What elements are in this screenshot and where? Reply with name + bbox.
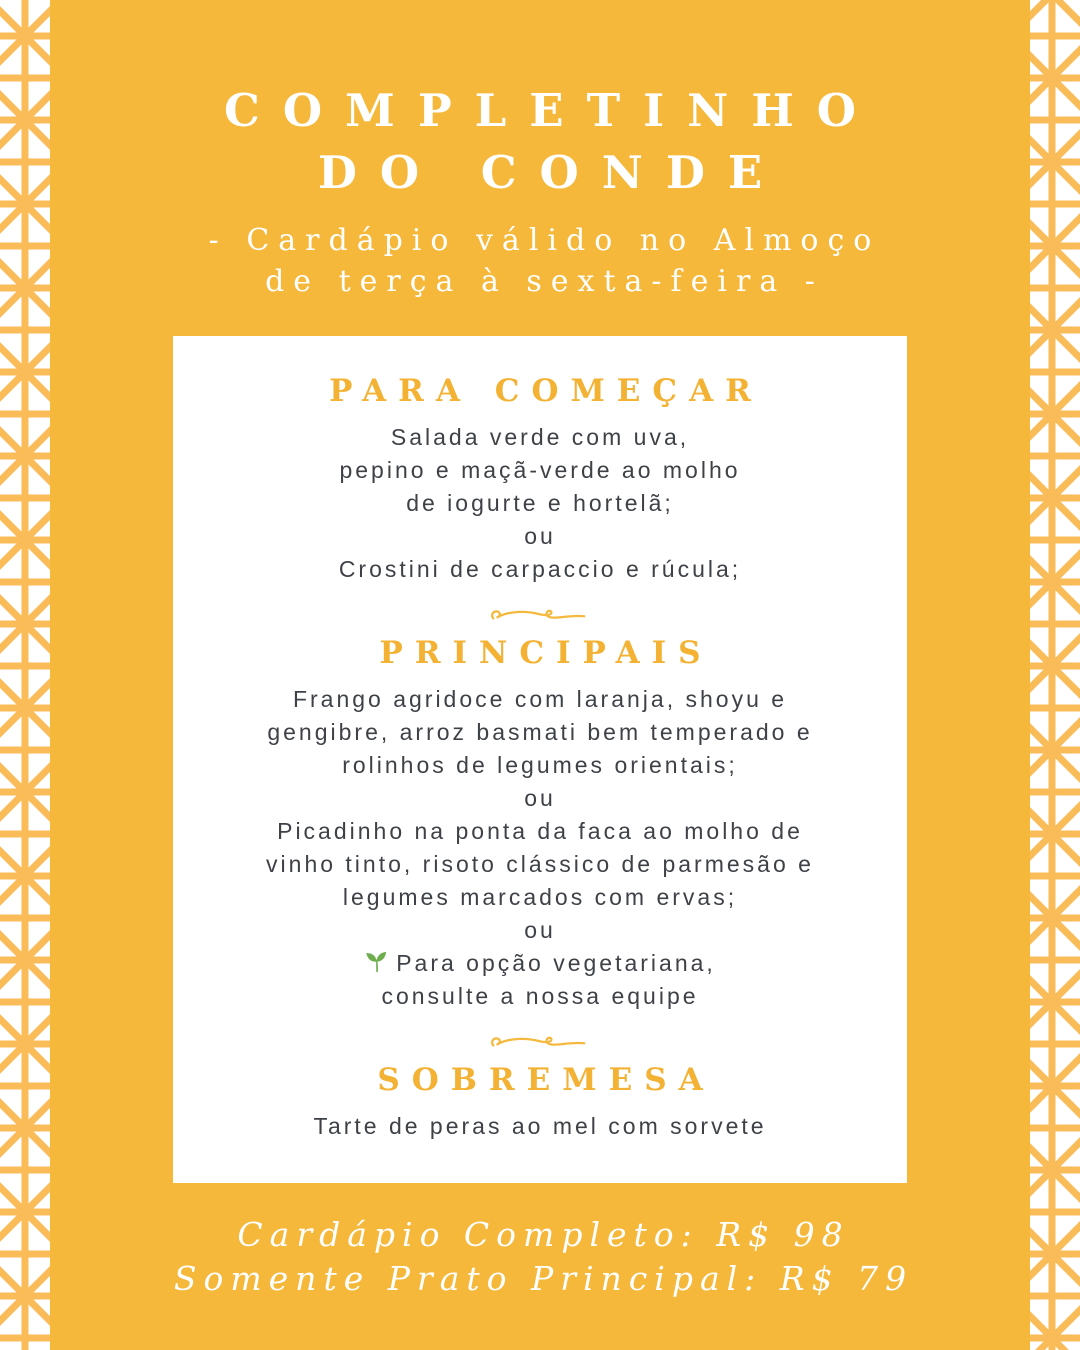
menu-card bbox=[173, 336, 907, 1183]
flourish-divider-icon bbox=[199, 1029, 881, 1055]
price-footer bbox=[0, 1213, 1080, 1301]
subtitle-line1: - Cardápio válido no Almoço bbox=[208, 223, 881, 258]
section-heading-mains: PRINCIPAIS bbox=[379, 635, 713, 671]
menu-line: Picadinho na ponta da faca ao molho de bbox=[277, 818, 803, 844]
menu-line: vinho tinto, risoto clássico de parmesão e bbox=[266, 851, 814, 877]
menu-line: Frango agridoce com laranja, shoyu e bbox=[292, 686, 788, 712]
header bbox=[0, 0, 1080, 302]
menu-line: rolinhos de legumes orientais; bbox=[342, 752, 738, 778]
subtitle-line2: de terça à sexta-feira - bbox=[265, 264, 824, 299]
price-main-only: Somente Prato Principal: R$ 79 bbox=[173, 1259, 914, 1298]
flourish-divider-icon bbox=[199, 602, 881, 628]
menu-line: de iogurte e hortelã; bbox=[406, 490, 674, 516]
menu-line: Tarte de peras ao mel com sorvete bbox=[313, 1113, 767, 1139]
vegetarian-note-line2: consulte a nossa equipe bbox=[381, 983, 699, 1009]
menu-line: pepino e maçã-verde ao molho bbox=[339, 457, 741, 483]
menu-line-or: ou bbox=[524, 917, 556, 943]
menu-line: legumes marcados com ervas; bbox=[342, 884, 738, 910]
menu-line-or: ou bbox=[524, 523, 556, 549]
section-heading-dessert: SOBREMESA bbox=[377, 1062, 715, 1098]
sprout-icon bbox=[364, 950, 388, 974]
vegetarian-note bbox=[199, 947, 881, 980]
menu-line: Salada verde com uva, bbox=[390, 424, 690, 450]
restaurant-title-line1: COMPLETINHO bbox=[224, 84, 879, 137]
section-heading-starters: PARA COMEÇAR bbox=[329, 373, 763, 409]
menu-line-or: ou bbox=[524, 785, 556, 811]
vegetarian-note-line1: Para opção vegetariana, bbox=[396, 950, 716, 976]
menu-validity-subtitle bbox=[0, 220, 1080, 302]
menu-line: gengibre, arroz basmati bem temperado e bbox=[267, 719, 813, 745]
price-full-menu: Cardápio Completo: R$ 98 bbox=[237, 1215, 850, 1254]
restaurant-title-line2: DO CONDE bbox=[317, 146, 786, 199]
menu-line: Crostini de carpaccio e rúcula; bbox=[338, 556, 742, 582]
